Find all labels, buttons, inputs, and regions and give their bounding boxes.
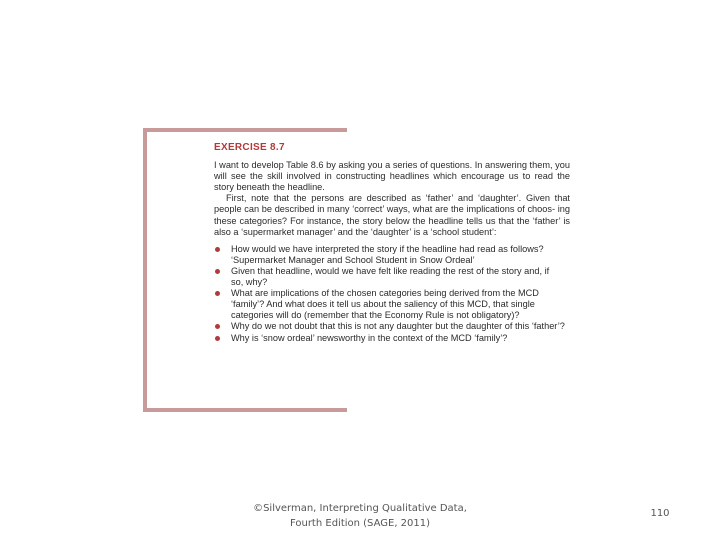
question-text: Why do we not doubt that this is not any daughter but the daughter of this ‘father’?	[231, 321, 565, 332]
list-item	[214, 333, 570, 344]
list-item	[214, 266, 570, 288]
bullet-icon	[215, 269, 220, 274]
citation-line: Fourth Edition (SAGE, 2011)	[289, 518, 431, 529]
bullet-icon	[215, 291, 220, 296]
question-text: ‘Supermarket Manager and School Student in Snow Ordeal’	[231, 254, 475, 265]
list-item	[214, 321, 570, 332]
intro-line: the story beneath the headline.	[214, 171, 570, 193]
exercise-content	[214, 142, 570, 344]
paragraph-line: ing these categories? For instance, the story below the headline tells us that the	[214, 204, 570, 226]
intro-paragraph	[214, 160, 570, 193]
question-text: ‘family’? And what does it tell us about the saliency of this MCD, that single	[231, 299, 535, 310]
box-border-top	[143, 128, 347, 132]
exercise-box	[143, 128, 573, 412]
intro-line: you will see the skill involved in constructing headlines which encourage us to read	[214, 160, 570, 182]
bullet-icon	[215, 336, 220, 341]
question-text: categories will do (remember that the Economy Rule is not obligatory)?	[231, 310, 520, 321]
intro-line: I want to develop Table 8.6 by asking you a series of questions. In answering them,	[214, 160, 553, 171]
categories-paragraph	[214, 193, 570, 237]
question-text: What are implications of the chosen categories being derived from the MCD	[231, 288, 539, 299]
question-text: so, why?	[231, 277, 268, 288]
list-item	[214, 244, 570, 266]
question-text: How would we have interpreted the story if the headline had read as follows?	[231, 243, 544, 254]
bullet-icon	[215, 247, 220, 252]
box-border-bottom	[143, 408, 347, 412]
paragraph-line: ‘father’ is also a ‘supermarket manager’ and the ‘daughter’ is a ‘school student’:	[214, 215, 571, 237]
page-number: 110	[650, 508, 670, 519]
box-border-left	[143, 128, 147, 412]
exercise-title: EXERCISE 8.7	[214, 142, 285, 153]
question-text: Why is ‘snow ordeal’ newsworthy in the context of the MCD ‘family’?	[231, 332, 508, 343]
list-item	[214, 288, 570, 321]
source-citation	[240, 501, 480, 531]
paragraph-line: people can be described in many ‘correct’ ways, what are the implications of choos-	[214, 204, 556, 215]
question-list	[214, 244, 570, 344]
bullet-icon	[215, 324, 220, 329]
paragraph-line: First, note that the persons are described as ‘father’ and ‘daughter’. Given that	[226, 193, 570, 204]
citation-line: ©Silverman, Interpreting Qualitative Data,	[253, 503, 467, 514]
question-text: Given that headline, would we have felt like reading the rest of the story and, if	[231, 265, 550, 276]
